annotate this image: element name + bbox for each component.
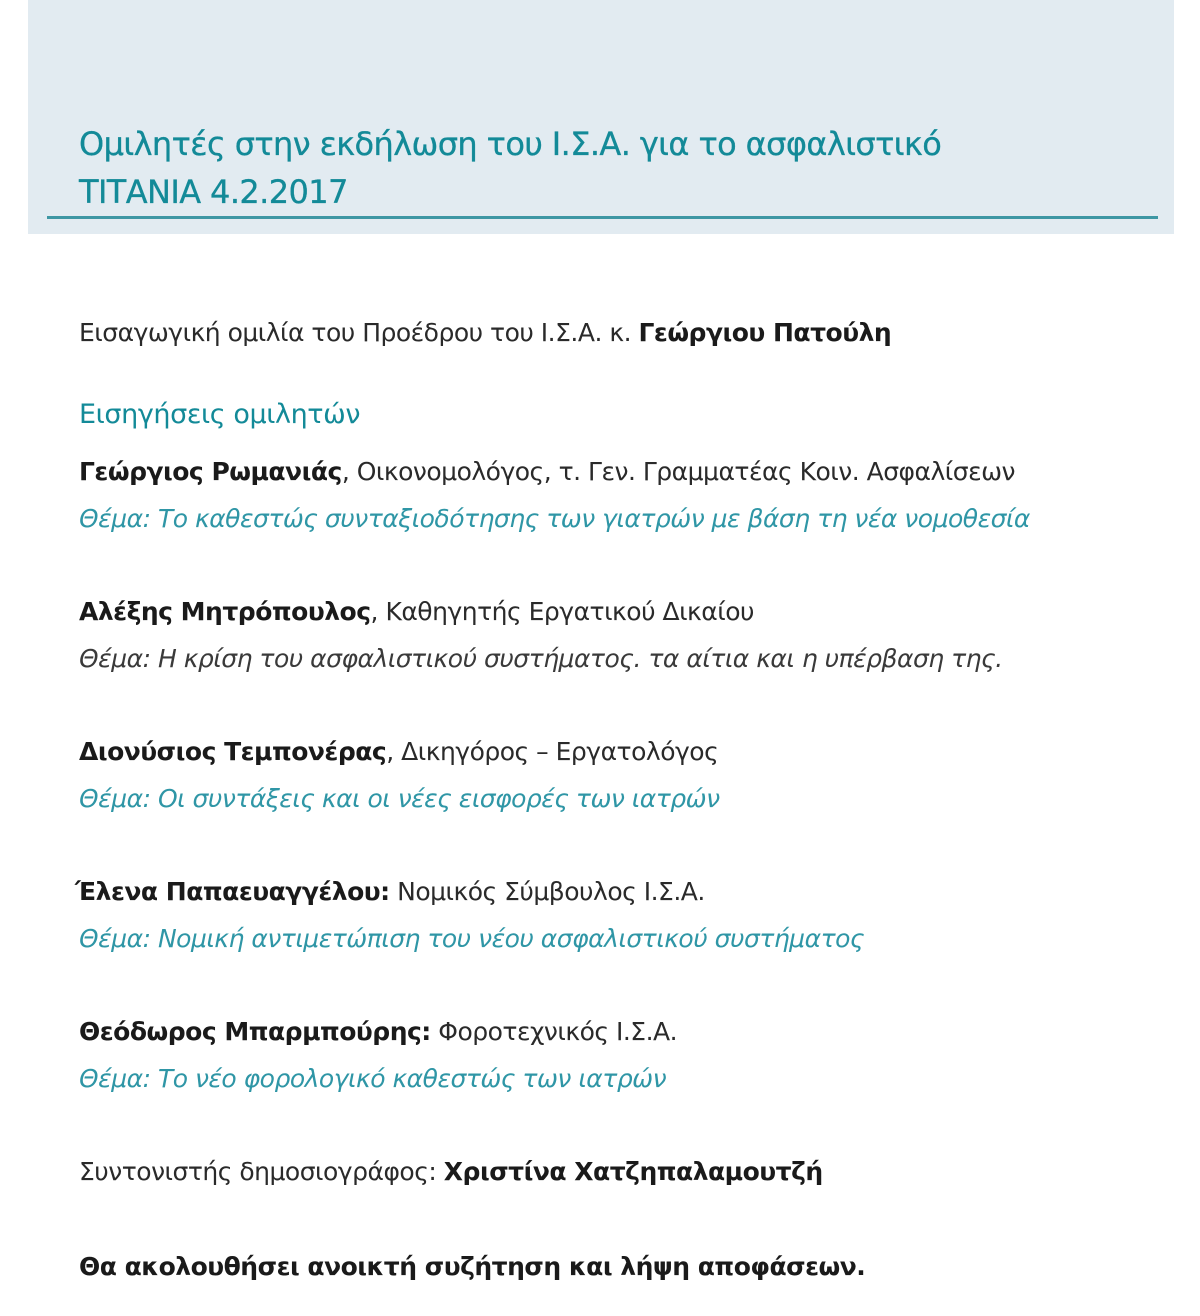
speaker-name: Θεόδωρος Μπαρμπούρης:	[79, 1017, 431, 1046]
speaker-topic: Θέμα: Το καθεστώς συνταξιοδότησης των γιατρών με βάση τη νέα νομοθεσία	[79, 504, 1030, 533]
speaker-role: Νομικός Σύμβουλος Ι.Σ.Α.	[397, 877, 705, 906]
speaker-role: Καθηγητής Εργατικού Δικαίου	[385, 597, 754, 626]
intro-president-name: Γεώργιου Πατούλη	[638, 318, 892, 347]
speaker-topic: Θέμα: Οι συντάξεις και οι νέες εισφορές των ιατρών	[79, 784, 720, 813]
speaker-entry	[79, 1015, 677, 1049]
moderator-name: Χριστίνα Χατζηπαλαμουτζή	[443, 1157, 823, 1186]
speaker-topic: Θέμα: Η κρίση του ασφαλιστικού συστήματος. τα αίτια και η υπέρβαση της.	[79, 644, 1003, 673]
speaker-entry	[75, 875, 705, 909]
page-title	[79, 120, 1169, 216]
header-panel	[28, 0, 1174, 234]
speaker-name: Γεώργιος Ρωμανιάς	[79, 457, 342, 486]
speaker-separator: ,	[370, 597, 386, 626]
speaker-role: Δικηγόρος – Εργατολόγος	[401, 737, 719, 766]
speaker-role: Φοροτεχνικός Ι.Σ.Α.	[438, 1017, 678, 1046]
speaker-name: Αλέξης Μητρόπουλος	[79, 597, 371, 626]
speaker-topic: Θέμα: Το νέο φορολογικό καθεστώς των ιατρών	[79, 1064, 667, 1093]
page-title-line-2: ΤΙΤΑΝΙΑ 4.2.2017	[79, 173, 348, 211]
intro-text: Εισαγωγική ομιλία του Προέδρου του Ι.Σ.Α. κ.	[79, 318, 639, 347]
intro-paragraph	[79, 316, 891, 350]
section-heading-speakers: Εισηγήσεις ομιλητών	[79, 399, 361, 430]
speaker-entry	[79, 595, 754, 629]
speaker-name: Έλενα Παπαευαγγέλου:	[75, 877, 390, 906]
speaker-role: Οικονομολόγος, τ. Γεν. Γραμματέας Κοιν. Ασφαλίσεων	[356, 457, 1016, 486]
speaker-separator: ,	[386, 737, 402, 766]
speaker-separator: ,	[341, 457, 357, 486]
moderator-line	[79, 1155, 823, 1189]
speaker-separator	[390, 877, 397, 906]
speaker-entry	[79, 735, 718, 769]
moderator-label: Συντονιστής δημοσιογράφος:	[79, 1157, 444, 1186]
speaker-name: Διονύσιος Τεμπονέρας	[79, 737, 387, 766]
title-divider	[47, 216, 1158, 219]
page-title-line-1: Ομιλητές στην εκδήλωση του Ι.Σ.Α. για το ασφαλιστικό	[79, 125, 942, 163]
closing-statement: Θα ακολουθήσει ανοικτή συζήτηση και λήψη αποφάσεων.	[79, 1252, 866, 1281]
speaker-entry	[79, 455, 1015, 489]
speaker-topic: Θέμα: Νομική αντιμετώπιση του νέου ασφαλιστικού συστήματος	[79, 924, 865, 953]
